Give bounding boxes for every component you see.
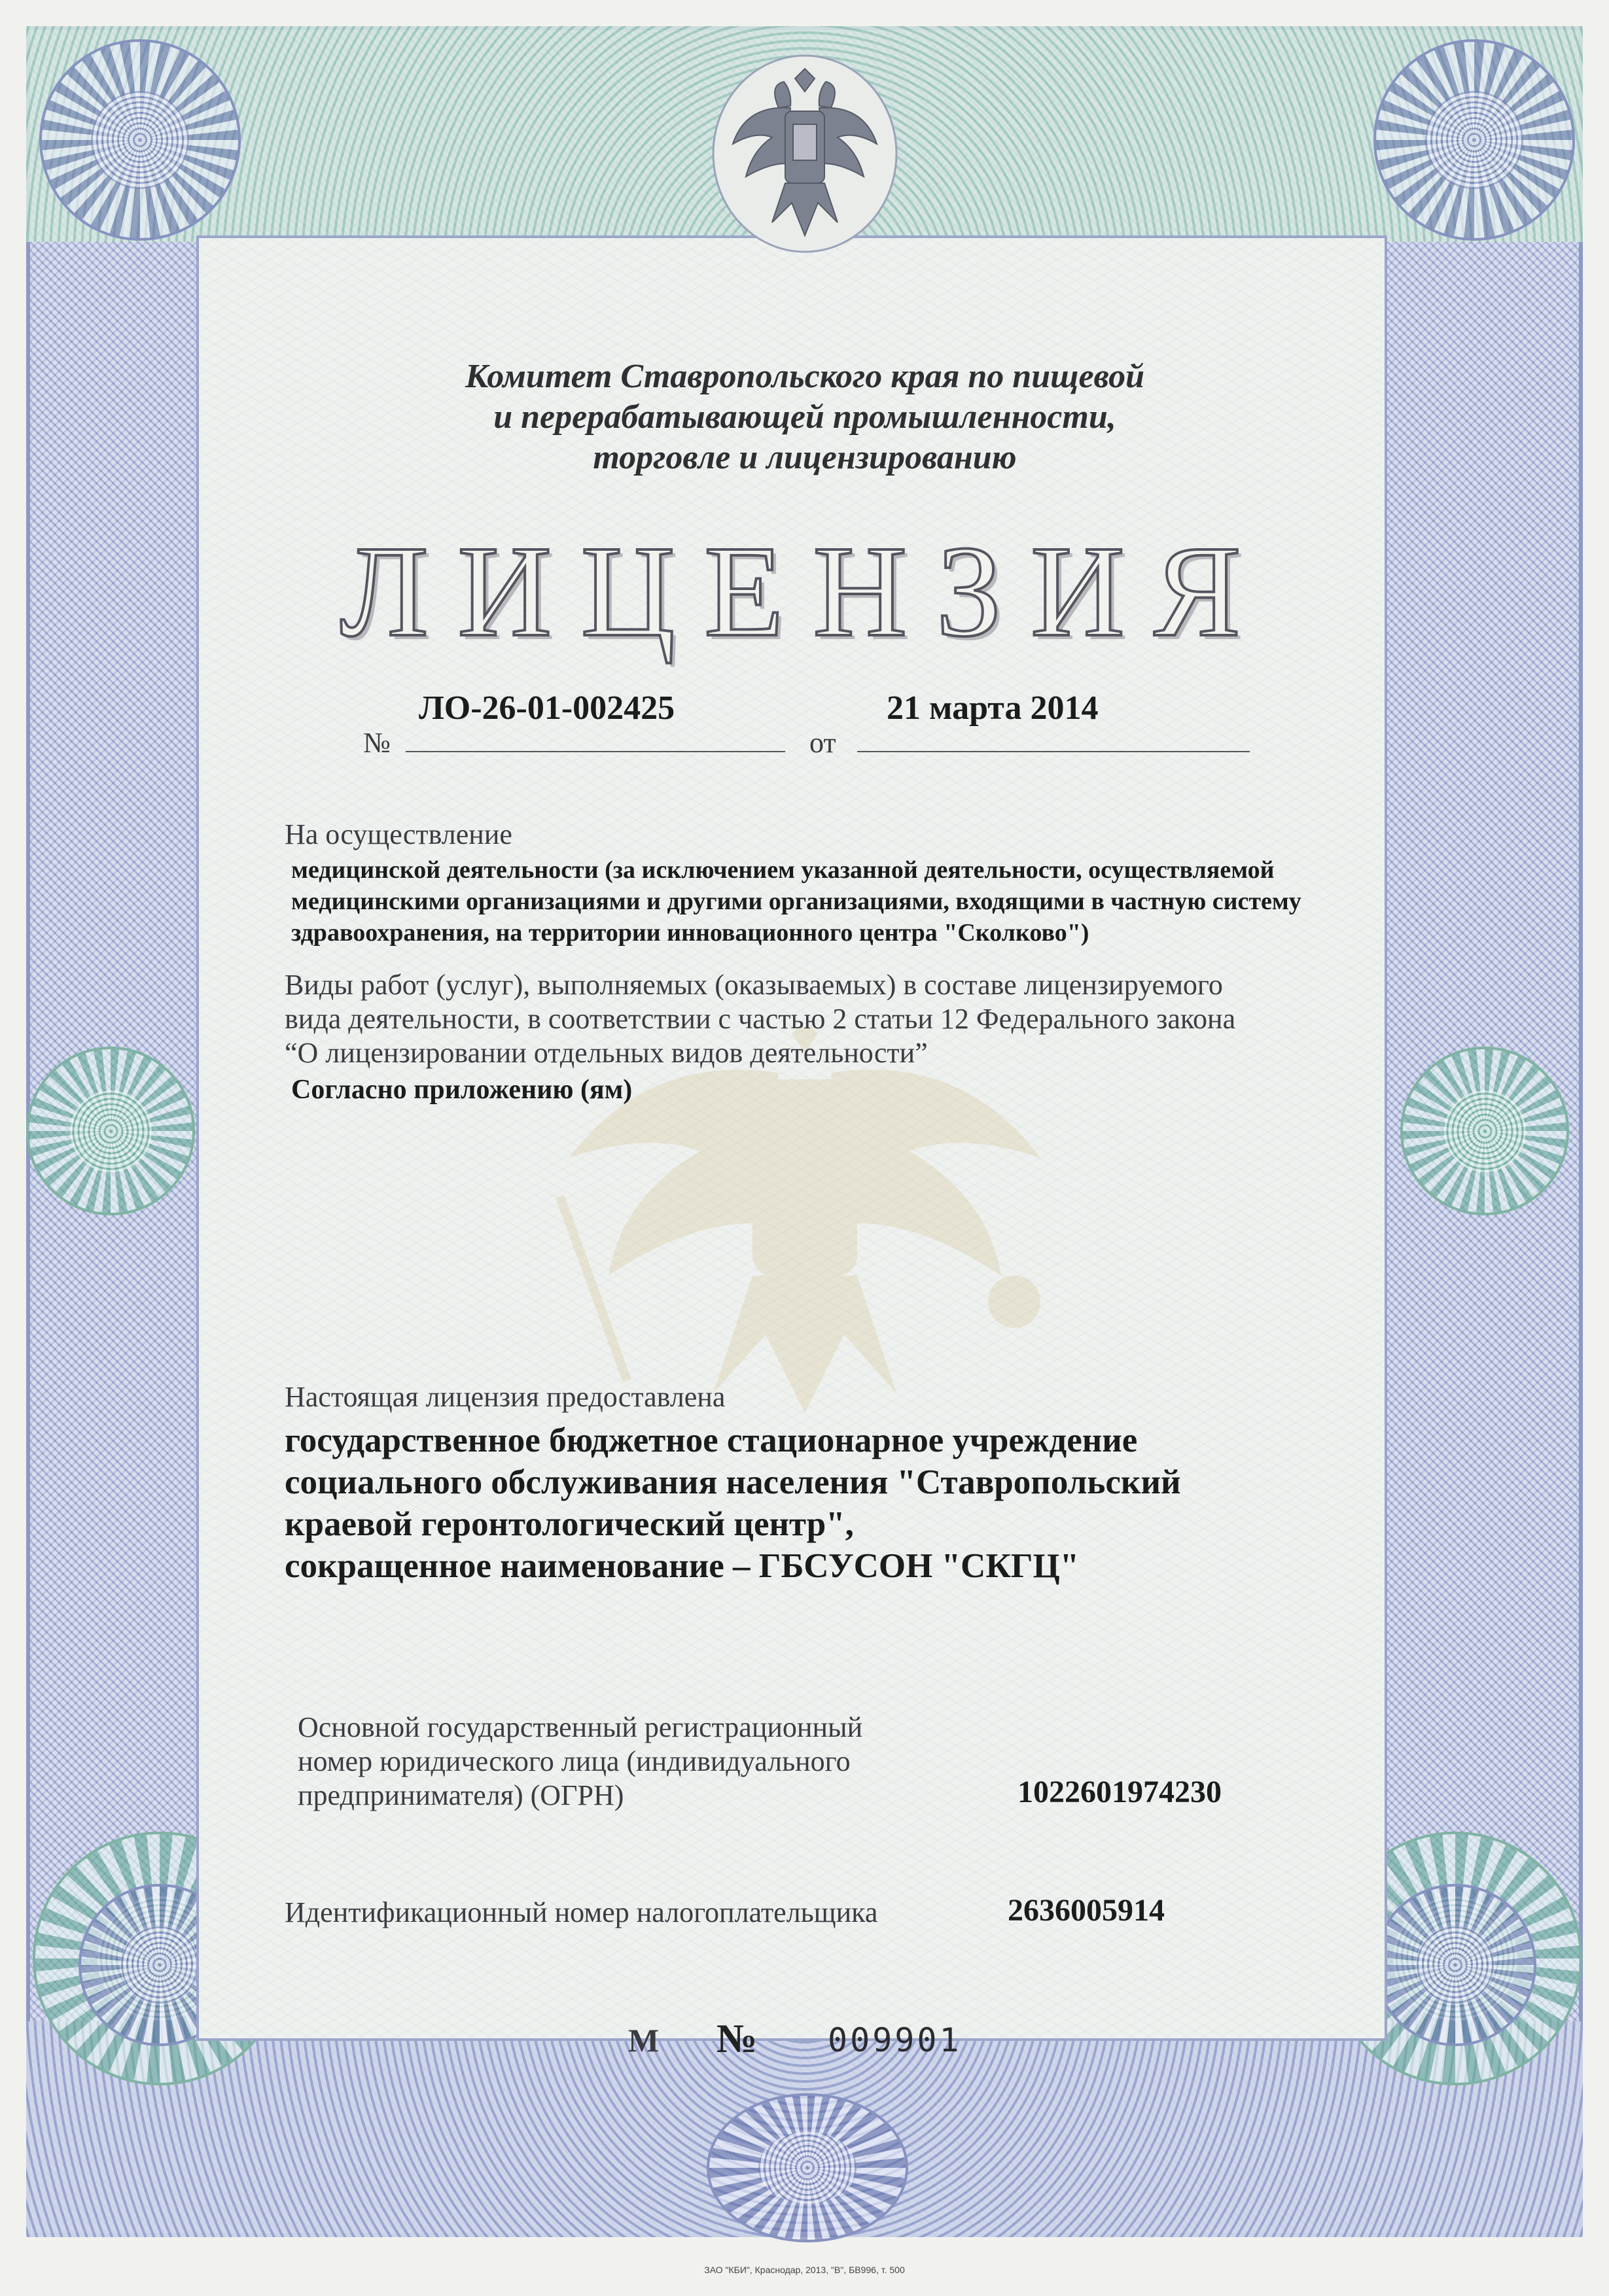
works-line-2: вида деятельности, в соответствии с частью 2 статьи 12 Федерального закона <box>285 1003 1236 1035</box>
rosette-bottom-right-inner <box>1374 1884 1536 2046</box>
license-number-underline <box>406 751 785 752</box>
licensee-line-4: сокращенное наименование – ГБСУСОН "СКГЦ" <box>285 1547 1080 1585</box>
license-date-underline <box>857 751 1250 752</box>
activity-label: На осуществление <box>285 818 512 850</box>
activity-line-1: медицинской деятельности (за исключением указанной деятельности, осуществляемой <box>291 856 1275 884</box>
blank-number-sign: № <box>716 2017 758 2061</box>
activity-line-3: здравоохранения, на территории инновационного центра "Сколково") <box>291 919 1089 947</box>
inn-label: Идентификационный номер налогоплательщика <box>285 1896 878 1928</box>
ogrn-label-line-2: номер юридического лица (индивидуального <box>298 1745 851 1777</box>
license-number-label: № <box>363 727 391 759</box>
rosette-top-left <box>39 39 241 241</box>
inn-value: 2636005914 <box>1008 1893 1165 1928</box>
blank-series: М <box>628 2022 660 2059</box>
blank-number: 009901 <box>828 2021 962 2059</box>
license-number: ЛО-26-01-002425 <box>419 689 675 727</box>
printer-imprint: ЗАО "КБИ", Краснодар, 2013, "В", БВ996, т. 500 <box>704 2265 905 2275</box>
ogrn-value: 1022601974230 <box>1017 1775 1222 1809</box>
authority-line-2: и перерабатывающей промышленности, <box>493 398 1116 436</box>
licensee-label: Настоящая лицензия предоставлена <box>285 1381 726 1413</box>
licensee-line-1: государственное бюджетное стационарное учреждение <box>285 1421 1138 1459</box>
works-label <box>285 968 1397 1070</box>
rosette-mid-left <box>26 1047 195 1215</box>
licensee-line-3: краевой геронтологический центр", <box>285 1505 854 1543</box>
authority-line-1: Комитет Ставропольского края по пищевой <box>465 358 1145 395</box>
activity-description <box>291 854 1417 948</box>
license-date: 21 марта 2014 <box>887 689 1099 727</box>
works-line-1: Виды работ (услуг), выполняемых (оказываемых) в составе лицензируемого <box>285 969 1223 1001</box>
authority-line-3: торговле и лицензированию <box>593 439 1017 476</box>
licensee-line-2: социального обслуживания населения "Ставропольский <box>285 1463 1181 1501</box>
rosette-mid-right <box>1400 1047 1569 1215</box>
activity-line-2: медицинскими организациями и другими организациями, входящими в частную систему <box>291 888 1301 915</box>
coat-of-arms-emblem <box>707 46 903 255</box>
rosette-top-right <box>1373 39 1575 241</box>
ogrn-label-line-3: предпринимателя) (ОГРН) <box>298 1779 624 1811</box>
ogrn-label <box>298 1711 939 1813</box>
works-line-3: “О лицензировании отдельных видов деятельности” <box>285 1037 928 1069</box>
document-title: ЛИЦЕНЗИЯ <box>340 519 1270 664</box>
issuing-authority <box>262 357 1348 478</box>
rosette-bottom-center <box>707 2093 908 2242</box>
licensee-name <box>285 1419 1397 1587</box>
works-value: Согласно приложению (ям) <box>291 1075 633 1105</box>
license-date-label: от <box>809 727 836 759</box>
ogrn-label-line-1: Основной государственный регистрационный <box>298 1711 863 1743</box>
